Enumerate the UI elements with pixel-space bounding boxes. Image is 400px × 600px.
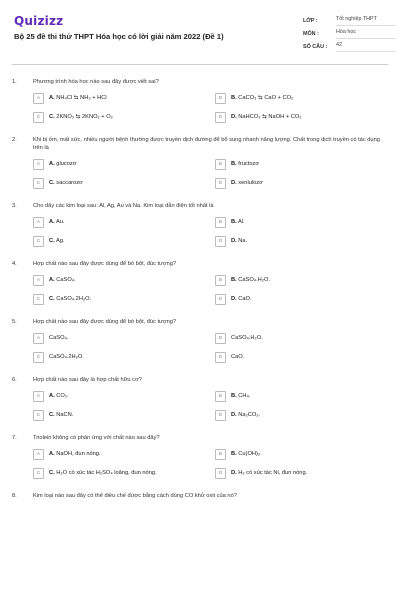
question-item [12,78,388,123]
option-box: D [215,112,226,123]
answer-option[interactable] [33,467,215,479]
option-box: C [33,236,44,247]
option-letter: D. [231,412,237,418]
question-number: 2. [12,137,17,143]
answer-option[interactable] [215,235,388,247]
answer-option[interactable] [33,111,215,123]
option-letter: D. [231,114,237,120]
meta-label: MÔN : [303,30,319,37]
question-item [12,376,388,421]
option-text [231,335,263,341]
answer-option[interactable] [33,332,215,344]
option-label: Cu(OH)₂. [238,451,262,457]
options-grid [33,92,388,123]
option-text [49,451,101,457]
options-grid [33,332,388,363]
answer-option[interactable] [33,390,215,402]
option-letter: A. [49,219,55,225]
question-text: Kim loại nào sau đây có thể điều chế được bằng cách dùng CO khử oxit của nó? [33,493,237,499]
option-letter: D. [231,238,237,244]
answer-option[interactable] [215,177,388,189]
options-grid [33,158,388,189]
option-text [231,393,250,399]
option-letter: D. [231,180,237,186]
answer-option[interactable] [215,409,388,421]
option-label: CaO. [231,354,245,360]
answer-option[interactable] [33,293,215,305]
option-label: Ag. [55,238,65,244]
meta-label: LỚP : [303,17,318,24]
option-text [49,296,91,302]
option-box: A [33,275,44,286]
answer-option[interactable] [33,177,215,189]
option-box: A [33,333,44,344]
meta-value: Tốt nghiệp THPT [336,15,396,26]
option-label: Na. [238,238,248,244]
option-box: B [215,391,226,402]
option-text [49,412,73,418]
header-divider [12,64,388,65]
option-text [231,354,244,360]
option-box: B [215,217,226,228]
question-number: 4. [12,261,17,267]
option-text [231,412,260,418]
option-letter: C. [49,180,55,186]
answer-option[interactable] [215,92,388,104]
meta-value: 42 [336,41,396,52]
option-box: C [33,112,44,123]
option-box: D [215,352,226,363]
option-text [231,114,301,120]
option-label: CO₂. [56,393,69,399]
option-box: B [215,449,226,460]
option-letter: C. [49,412,55,418]
option-text [49,470,157,476]
question-item [12,136,388,189]
option-label: CaSO₄. [56,277,76,283]
option-text [231,95,293,101]
question-line [12,434,388,442]
answer-option[interactable] [33,409,215,421]
option-label: NaHCO₃ ⇆ NaOH + CO₂ [238,114,302,120]
option-box: B [215,333,226,344]
option-text [49,393,69,399]
option-box: B [215,275,226,286]
question-item [12,318,388,363]
option-label: 2KNO₃ ⇆ 2KNO₂ + O₂ [56,114,113,120]
option-letter: C. [49,238,55,244]
question-text: Cho dãy các kim loại sau: Al, Ag, Au và Na. Kim loại dẫn điện tốt nhất là [33,203,214,209]
answer-option[interactable] [33,351,215,363]
question-number: 5. [12,319,17,325]
option-label: H₂ có xúc tác Ni, đun nóng. [238,470,308,476]
question-line [12,376,388,384]
option-label: CaO. [238,296,252,302]
answer-option[interactable] [215,467,388,479]
option-box: A [33,159,44,170]
option-letter: B. [231,161,237,167]
question-item [12,260,388,305]
option-text [49,180,83,186]
option-letter: C. [49,296,55,302]
question-text: Phương trình hóa học nào sau đây được viết sai? [33,79,159,85]
quizizz-logo: Quizizz [14,14,64,28]
option-letter: C. [49,470,55,476]
option-label: glucozơ [56,161,77,167]
meta-value: Hóa học [336,28,396,39]
option-box: C [33,410,44,421]
option-letter: C. [49,114,55,120]
answer-option[interactable] [33,216,215,228]
option-letter: B. [231,277,237,283]
option-text [49,277,76,283]
question-line [12,492,388,500]
option-box: D [215,294,226,305]
option-box: C [33,468,44,479]
question-line [12,202,388,210]
option-text [49,219,65,225]
question-line [12,136,388,152]
option-letter: A. [49,161,55,167]
option-text [231,238,247,244]
options-grid [33,274,388,305]
option-label: NH₄Cl ⇆ NH₃ + HCl [56,95,107,101]
option-label: fructozơ [238,161,260,167]
option-label: xenlulozơ [238,180,263,186]
answer-option[interactable] [33,448,215,460]
option-letter: D. [231,470,237,476]
answer-option[interactable] [215,216,388,228]
option-text [231,470,307,476]
option-label: H₂O có xúc tác H₂SO₄ loãng, đun nóng. [56,470,157,476]
meta-row-count [303,40,396,53]
option-box: C [33,178,44,189]
option-letter: B. [231,95,237,101]
option-text [231,180,263,186]
answer-option[interactable] [215,332,388,344]
question-item [12,492,388,500]
option-box: B [215,93,226,104]
option-label: Na₂CO₃. [238,412,261,418]
options-grid [33,448,388,479]
option-text [49,161,76,167]
option-box: D [215,468,226,479]
question-line [12,78,388,86]
question-text: Triolein không có phản ứng với chất nào sau đây? [33,435,160,441]
option-label: NaOH, đun nóng. [56,451,101,457]
option-text [231,451,262,457]
question-number: 8. [12,493,17,499]
question-line [12,260,388,268]
option-text [49,114,113,120]
question-text: Hợp chất nào sau đây là hợp chất hữu cơ? [33,377,142,383]
option-text [49,238,65,244]
option-text [49,354,84,360]
question-item [12,434,388,479]
option-label: CaSO₄.2H₂O. [56,296,92,302]
option-label: Al. [237,219,245,225]
question-text: Hợp chất nào sau đây được dùng để bó bột, đúc tượng? [33,261,177,267]
option-label: CaSO₄.H₂O. [231,335,263,341]
options-grid [33,390,388,421]
option-letter: A. [49,451,55,457]
option-text [49,335,68,341]
page-title: Bộ 25 đề thi thử THPT Hóa học có lời giải năm 2022 (Đề 1) [14,32,224,41]
question-number: 6. [12,377,17,383]
meta-row-class [303,14,396,27]
option-letter: A. [49,277,55,283]
answer-option[interactable] [215,351,388,363]
option-letter: A. [49,393,55,399]
option-letter: B. [231,393,237,399]
option-letter: A. [49,95,55,101]
option-label: saccarozơ [56,180,83,186]
answer-option[interactable] [33,92,215,104]
question-text: Hợp chất nào sau đây được dùng để bó bột, đúc tượng? [33,319,177,325]
option-text [231,277,270,283]
option-box: A [33,391,44,402]
option-box: D [215,236,226,247]
option-text [231,296,252,302]
meta-row-subject [303,27,396,40]
option-label: CaCO₃ ⇆ CaO + CO₂ [238,95,294,101]
option-label: CaSO₄.H₂O. [238,277,270,283]
meta-info [303,14,396,53]
option-box: A [33,93,44,104]
option-letter: B. [231,451,237,457]
option-box: D [215,178,226,189]
option-text [231,161,259,167]
option-label: Au. [55,219,65,225]
question-number: 3. [12,203,17,209]
answer-option[interactable] [215,274,388,286]
options-grid [33,216,388,247]
option-label: CaSO₄.2H₂O. [49,354,84,360]
answer-option[interactable] [215,111,388,123]
option-text [231,219,245,225]
answer-option[interactable] [215,390,388,402]
meta-label: SỐ CÂU : [303,43,328,50]
question-item [12,202,388,247]
option-letter: B. [231,219,237,225]
option-letter: D. [231,296,237,302]
answer-option[interactable] [33,158,215,170]
option-box: B [215,159,226,170]
option-box: C [33,294,44,305]
option-box: A [33,217,44,228]
question-number: 1. [12,79,17,85]
answer-option[interactable] [215,448,388,460]
option-label: NaCN. [56,412,74,418]
option-text [49,95,107,101]
answer-option[interactable] [215,158,388,170]
question-list [12,78,388,513]
question-line [12,318,388,326]
option-box: A [33,449,44,460]
answer-option[interactable] [33,235,215,247]
option-box: C [33,352,44,363]
question-text: Khi bị ốm, mất sức, nhiều người bệnh thường được truyền dịch đường để bổ sung nhanh năng lượng. Chất trong dịch truyền có tác dụng trên là [33,137,380,151]
option-label: CaSO₄. [49,335,69,341]
question-number: 7. [12,435,17,441]
option-box: D [215,410,226,421]
answer-option[interactable] [215,293,388,305]
option-label: CH₄. [238,393,251,399]
header [0,0,400,58]
answer-option[interactable] [33,274,215,286]
